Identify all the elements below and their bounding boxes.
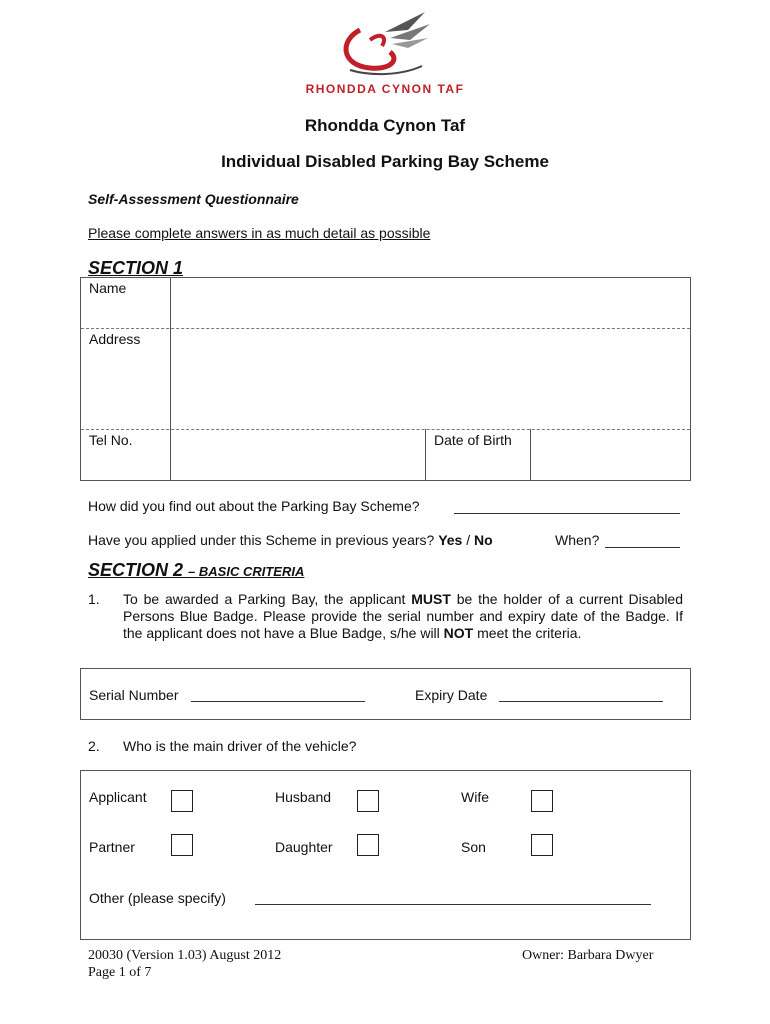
daughter-label: Daughter	[275, 839, 333, 855]
applicant-checkbox[interactable]	[171, 790, 193, 812]
partner-checkbox[interactable]	[171, 834, 193, 856]
name-label: Name	[89, 280, 127, 296]
footer-version: 20030 (Version 1.03) August 2012	[88, 948, 282, 963]
find-out-answer-line[interactable]	[454, 499, 680, 514]
when-label: When?	[555, 532, 600, 548]
org-name: RHONDDA CYNON TAF	[305, 82, 465, 96]
husband-checkbox[interactable]	[357, 790, 379, 812]
dob-label: Date of Birth	[434, 432, 512, 448]
q2-text: Who is the main driver of the vehicle?	[123, 738, 357, 754]
expiry-label: Expiry Date	[415, 687, 488, 703]
q1-must: MUST	[411, 591, 451, 607]
serial-label: Serial Number	[89, 687, 179, 703]
driver-box	[80, 770, 691, 940]
q1-part2: be the holder of a current Disabled Persons Blue Badge. Please provide the serial number and expiry date of the Badge. If the applicant does not have a Blue Badge, s/he will	[123, 591, 683, 641]
section1-table	[80, 277, 691, 481]
no-option[interactable]: No	[474, 532, 493, 548]
section2-heading-main: SECTION 2	[88, 560, 184, 580]
badge-box	[80, 668, 691, 720]
son-label: Son	[461, 839, 486, 855]
q1-part1: To be awarded a Parking Bay, the applicant	[123, 591, 406, 607]
section2-heading-sub: – BASIC CRITERIA	[188, 564, 305, 579]
tel-field[interactable]	[171, 431, 424, 479]
when-answer-line[interactable]	[605, 533, 680, 548]
wife-checkbox[interactable]	[531, 790, 553, 812]
expiry-field[interactable]	[499, 687, 663, 702]
son-checkbox[interactable]	[531, 834, 553, 856]
q2-number: 2.	[88, 738, 100, 754]
partner-label: Partner	[89, 839, 135, 855]
section2-heading	[88, 560, 304, 581]
page-title: Rhondda Cynon Taf	[304, 116, 466, 135]
section1-heading: SECTION 1	[88, 258, 184, 278]
footer-page: Page 1 of 7	[88, 965, 152, 980]
instruction: Please complete answers in as much detail as possible	[88, 225, 431, 241]
serial-field[interactable]	[191, 687, 365, 702]
q1-number: 1.	[88, 591, 100, 607]
address-field[interactable]	[171, 330, 689, 428]
name-field[interactable]	[171, 279, 689, 327]
q1-text	[123, 591, 683, 642]
yes-option[interactable]: Yes	[438, 532, 463, 548]
dob-field[interactable]	[531, 431, 689, 479]
other-field[interactable]	[255, 890, 651, 905]
applicant-label: Applicant	[89, 789, 147, 805]
footer-owner: Owner: Barbara Dwyer	[522, 948, 654, 963]
dragon-logo	[330, 10, 434, 78]
daughter-checkbox[interactable]	[357, 834, 379, 856]
wife-label: Wife	[461, 789, 489, 805]
tel-label: Tel No.	[89, 432, 133, 448]
form-title: Individual Disabled Parking Bay Scheme	[221, 152, 549, 171]
subtitle: Self-Assessment Questionnaire	[88, 191, 299, 207]
applied-question	[88, 532, 493, 548]
slash: /	[466, 532, 471, 548]
other-label: Other (please specify)	[89, 890, 226, 906]
find-out-question: How did you find out about the Parking Bay Scheme?	[88, 498, 420, 514]
husband-label: Husband	[275, 789, 332, 805]
applied-question-text: Have you applied under this Scheme in previous years?	[88, 532, 435, 548]
q1-not: NOT	[443, 625, 474, 641]
q1-part3: meet the criteria.	[477, 625, 582, 641]
address-label: Address	[89, 331, 141, 347]
